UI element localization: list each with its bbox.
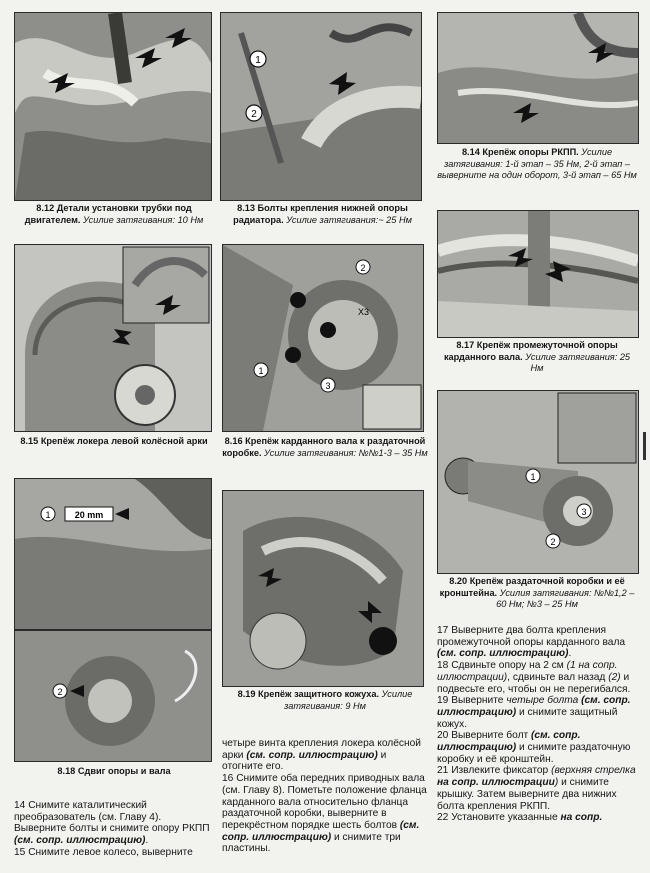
text-run: и отогните его. (222, 749, 387, 773)
step-number: 17 (437, 625, 449, 636)
caption-number: 8.15 (20, 436, 39, 446)
caption-number: 8.14 (461, 147, 480, 157)
caption-detail: Усилие затягивания: №№1-3 ‒ 35 Нм (261, 447, 428, 458)
caption-detail: Усилие затягивания: 9 Нм (284, 689, 413, 711)
caption-title: Болты крепления нижней опоры радиатора. (233, 203, 408, 225)
caption-number: 8.17 (456, 340, 475, 350)
figure-8-17-photo (437, 210, 639, 338)
step-number: 16 (222, 773, 234, 785)
text-run: и снимите три пластины. (222, 831, 401, 855)
figure-8-16-photo (222, 244, 424, 432)
caption-number: 8.16 (224, 436, 243, 446)
step-number: 15 (14, 846, 26, 858)
text-run: (см. сопр. иллюстрацию) (437, 695, 631, 718)
caption-detail: Усилие затягивания:~ 25 Нм (283, 214, 412, 225)
step-number: 20 (437, 730, 449, 742)
caption-title: Крепёж карданного вала к раздаточной коробке. (222, 436, 426, 458)
text-run: на сопр. (560, 812, 603, 824)
figure-caption (437, 147, 637, 182)
text-run: . (145, 835, 149, 847)
figure-8-19-photo (222, 490, 424, 687)
caption-detail: Усилие затягивания: 1-й этап ‒ 35 Нм, 2-й этап ‒ выверните на один оборот, 3-й этап ‒ 65 Нм (437, 147, 637, 180)
text-run: (см. сопр. иллюстрацию) (437, 648, 569, 660)
text-run: Снимите левое колесо, выверните (28, 846, 193, 858)
figure-caption (437, 576, 637, 611)
text-run: Выверните два болта крепления промежуточной опоры карданного вала (437, 625, 626, 648)
text-run: и подвесьте его, чтобы он не перегибался. (437, 671, 631, 695)
figure-8-18-photo-top (14, 478, 212, 630)
text-run: четыре болта (506, 695, 579, 707)
caption-title: Крепёж защитного кожуха. (258, 689, 380, 699)
step-number: 22 (437, 812, 449, 824)
paragraph-21 (437, 765, 640, 812)
text-run: Извлеките фиксатор (451, 765, 552, 777)
callout-x3: X3 (358, 307, 370, 317)
text-run: . (568, 648, 572, 660)
paragraph-17 (437, 625, 640, 660)
figure-caption (437, 340, 637, 375)
text-run: Установите указанные (451, 812, 561, 824)
figure-8-20-photo (437, 390, 639, 574)
text-run: (1 на сопр. иллюстрации) (437, 660, 618, 683)
step-number: 14 (14, 800, 26, 811)
caption-number: 8.20 (449, 576, 468, 586)
caption-title: Крепёж опоры РКПП. (482, 147, 579, 157)
paragraph-22 (437, 812, 640, 824)
text-run: (см. сопр. иллюстрацию) (222, 819, 420, 843)
figure-caption (222, 689, 428, 712)
text-run: Сдвиньте опору на 2 см (451, 660, 567, 672)
text-run: Выверните (451, 695, 507, 707)
figure-caption (14, 766, 214, 778)
callout-distance: 20 mm (74, 510, 104, 520)
text-run: (верхняя стрелка (551, 765, 636, 777)
text-run: (см. сопр. иллюстрацию) (14, 835, 146, 847)
text-run: (см. сопр. иллюстрацию) (246, 749, 378, 761)
callout-3: 3 (325, 381, 331, 391)
callout-1: 1 (530, 472, 536, 482)
callout-2: 2 (251, 109, 257, 120)
text-run: Снимите каталитический преобразователь (см. Главу 4). Выверните болты и снимите опору РКПП (14, 800, 210, 835)
caption-number: 8.18 (57, 766, 76, 776)
figure-caption (220, 203, 425, 226)
text-run: и снимите защитный кожух. (437, 706, 618, 730)
callout-1: 1 (258, 366, 264, 376)
step-number: 21 (437, 765, 449, 777)
caption-number: 8.13 (237, 203, 255, 213)
figure-8-14-photo (437, 12, 639, 144)
callout-3: 3 (581, 507, 587, 517)
caption-detail: Усилие затягивания: 25 Нм (522, 351, 631, 373)
paragraph-14 (14, 800, 214, 847)
step-number: 19 (437, 695, 449, 707)
text-column-right (437, 625, 640, 824)
paragraph-16 (222, 773, 427, 855)
text-run: (2) (608, 671, 621, 683)
caption-title: Сдвиг опоры и вала (77, 766, 171, 776)
callout-2: 2 (57, 687, 63, 697)
text-run: на сопр. иллюстрации (437, 777, 555, 789)
callout-1: 1 (255, 55, 261, 66)
text-run: и снимите раздаточную коробку и её кронштейн. (437, 742, 631, 765)
text-run: ) (554, 777, 559, 789)
caption-number: 8.19 (237, 689, 256, 699)
figure-8-13-photo (220, 12, 422, 201)
figure-caption (14, 436, 214, 448)
text-run: Снимите оба передних приводных вала (см. Главу 8). Пометьте положение фланца карданного вала относительно фланца раздаточной коробки, выверните в перекрёстном порядке шесть болтов (222, 773, 427, 831)
paragraph-15-continued (222, 738, 427, 773)
caption-detail: Усилия затягивания: №№1,2 ‒ 60 Нм; №3 ‒ 25 Нм (496, 587, 635, 609)
page-edge-mark (643, 432, 646, 460)
text-run: (см. сопр. иллюстрацию) (437, 730, 581, 754)
caption-title: Крепёж раздаточной коробки и её кронштейна. (439, 576, 625, 598)
text-run: четыре винта крепления локера колёсной арки (222, 738, 421, 761)
figure-8-12-photo (14, 12, 212, 201)
figure-8-18-photo-bottom (14, 630, 212, 762)
caption-title: Детали установки трубки под двигателем. (24, 203, 192, 225)
text-run: , сдвиньте вал назад (507, 671, 609, 683)
caption-detail: Усилие затягивания: 10 Нм (80, 214, 204, 225)
text-column-middle (222, 738, 427, 855)
callout-2: 2 (360, 263, 366, 273)
caption-title: Крепёж промежуточной опоры карданного вала. (443, 340, 618, 362)
paragraph-18 (437, 660, 640, 695)
callout-1: 1 (45, 510, 51, 520)
step-number: 18 (437, 660, 449, 672)
callout-2: 2 (550, 537, 556, 547)
text-run: Выверните болт (451, 730, 532, 742)
figure-caption (222, 436, 428, 459)
caption-title: Крепёж локера левой колёсной арки (40, 436, 208, 446)
figure-caption (14, 203, 214, 226)
paragraph-19 (437, 695, 640, 730)
paragraph-20 (437, 730, 640, 765)
caption-number: 8.12 (36, 203, 55, 213)
figure-8-15-photo (14, 244, 212, 432)
text-run: и снимите крышку. Затем выверните два нижних болта крепления РКПП. (437, 777, 617, 812)
paragraph-15 (14, 847, 214, 859)
text-column-left (14, 800, 214, 859)
